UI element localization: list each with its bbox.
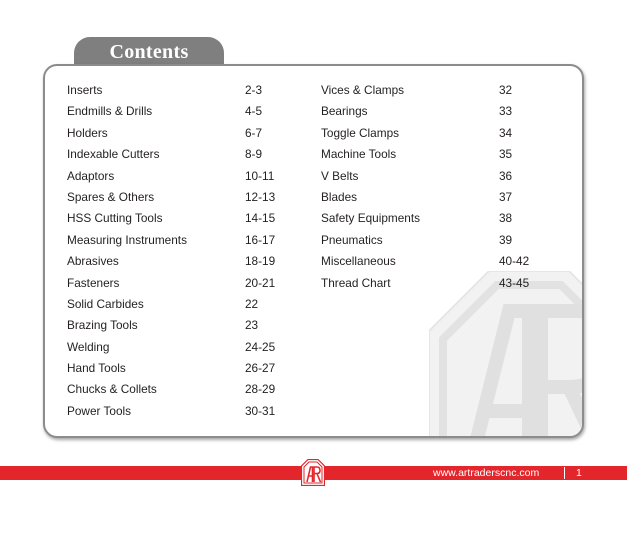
contents-entry-page: 34: [499, 125, 513, 140]
contents-entry[interactable]: [67, 80, 297, 101]
contents-entry[interactable]: [321, 251, 561, 272]
contents-entry[interactable]: [321, 208, 561, 229]
contents-panel: [43, 64, 584, 438]
contents-entry[interactable]: [67, 294, 297, 315]
contents-entry-label: Solid Carbides: [67, 296, 144, 311]
contents-entry-label: Safety Equipments: [321, 211, 421, 226]
contents-entry-page: 33: [499, 104, 513, 119]
contents-entry-page: 28-29: [245, 382, 276, 397]
contents-entry-page: 16-17: [245, 232, 276, 247]
contents-entry[interactable]: [321, 230, 561, 251]
contents-entry-page: 32: [499, 83, 513, 97]
contents-entry-label: Power Tools: [67, 403, 132, 418]
contents-entry-page: 38: [499, 211, 513, 226]
contents-entry-label: Indexable Cutters: [67, 147, 160, 162]
contents-entry-page: 18-19: [245, 254, 276, 269]
contents-entry-label: Bearings: [321, 104, 368, 119]
contents-entry[interactable]: [67, 337, 297, 358]
contents-entry[interactable]: [321, 101, 561, 122]
contents-entry-label: Fasteners: [67, 275, 120, 290]
contents-entry-page: 30-31: [245, 403, 276, 418]
contents-entry-page: 43-45: [499, 275, 530, 290]
contents-entry[interactable]: [67, 187, 297, 208]
contents-entry-page: 35: [499, 147, 513, 162]
contents-entry-label: Toggle Clamps: [321, 125, 400, 140]
contents-entry-label: Spares & Others: [67, 189, 155, 204]
contents-entry-page: 22: [245, 296, 259, 311]
contents-entry[interactable]: [67, 144, 297, 165]
contents-entry[interactable]: [321, 166, 561, 187]
contents-entry[interactable]: [321, 123, 561, 144]
contents-list-right: [321, 80, 561, 294]
contents-entry[interactable]: [67, 358, 297, 379]
contents-entry[interactable]: [67, 273, 297, 294]
contents-entry-label: Inserts: [67, 83, 103, 97]
contents-entry-label: Adaptors: [67, 168, 115, 183]
contents-entry-page: 39: [499, 232, 513, 247]
contents-entry-page: 6-7: [245, 125, 263, 140]
contents-entry-page: 12-13: [245, 189, 276, 204]
contents-entry-page: 4-5: [245, 104, 263, 119]
contents-entry-label: Measuring Instruments: [67, 232, 187, 247]
contents-entry-label: Blades: [321, 189, 358, 204]
contents-entry-label: Holders: [67, 125, 108, 140]
contents-entry[interactable]: [321, 273, 561, 294]
contents-entry-label: Vices & Clamps: [321, 83, 405, 97]
contents-list-left: [67, 80, 297, 422]
contents-entry-page: 20-21: [245, 275, 276, 290]
contents-entry-label: Thread Chart: [321, 275, 391, 290]
contents-entry-label: Pneumatics: [321, 232, 383, 247]
contents-tab-title: Contents: [74, 37, 224, 71]
website-link[interactable]: www.artraderscnc.com: [433, 467, 540, 479]
page-number: 1: [576, 467, 582, 479]
contents-entry-page: 40-42: [499, 254, 530, 269]
contents-entry-page: 37: [499, 189, 513, 204]
contents-entry-label: V Belts: [321, 168, 359, 183]
contents-entry-label: Welding: [67, 339, 110, 354]
contents-entry[interactable]: [67, 123, 297, 144]
contents-entry[interactable]: [67, 315, 297, 336]
contents-entry-page: 2-3: [245, 83, 263, 97]
contents-entry-label: Chucks & Collets: [67, 382, 157, 397]
contents-entry-page: 24-25: [245, 339, 276, 354]
contents-entry-label: Machine Tools: [321, 147, 397, 162]
footer-separator: [564, 467, 565, 479]
contents-entry-page: 8-9: [245, 147, 263, 162]
contents-entry-label: Brazing Tools: [67, 318, 138, 333]
contents-entry-label: Endmills & Drills: [67, 104, 153, 119]
ar-watermark-icon: [429, 271, 584, 438]
contents-entry-label: HSS Cutting Tools: [67, 211, 163, 226]
contents-entry[interactable]: [321, 144, 561, 165]
contents-entry[interactable]: [67, 251, 297, 272]
contents-entry-label: Miscellaneous: [321, 254, 396, 269]
contents-entry-label: Hand Tools: [67, 361, 126, 376]
contents-entry[interactable]: [321, 187, 561, 208]
contents-entry-page: 36: [499, 168, 513, 183]
contents-entry[interactable]: [67, 166, 297, 187]
contents-entry-label: Abrasives: [67, 254, 119, 269]
contents-entry[interactable]: [67, 208, 297, 229]
contents-entry[interactable]: [67, 101, 297, 122]
contents-entry[interactable]: [67, 379, 297, 400]
contents-entry[interactable]: [321, 80, 561, 101]
contents-entry-page: 14-15: [245, 211, 276, 226]
contents-entry-page: 10-11: [245, 168, 275, 183]
contents-entry-page: 26-27: [245, 361, 276, 376]
contents-entry[interactable]: [67, 230, 297, 251]
contents-entry[interactable]: [67, 401, 297, 422]
contents-entry-page: 23: [245, 318, 259, 333]
ar-logo-icon: [301, 459, 325, 486]
